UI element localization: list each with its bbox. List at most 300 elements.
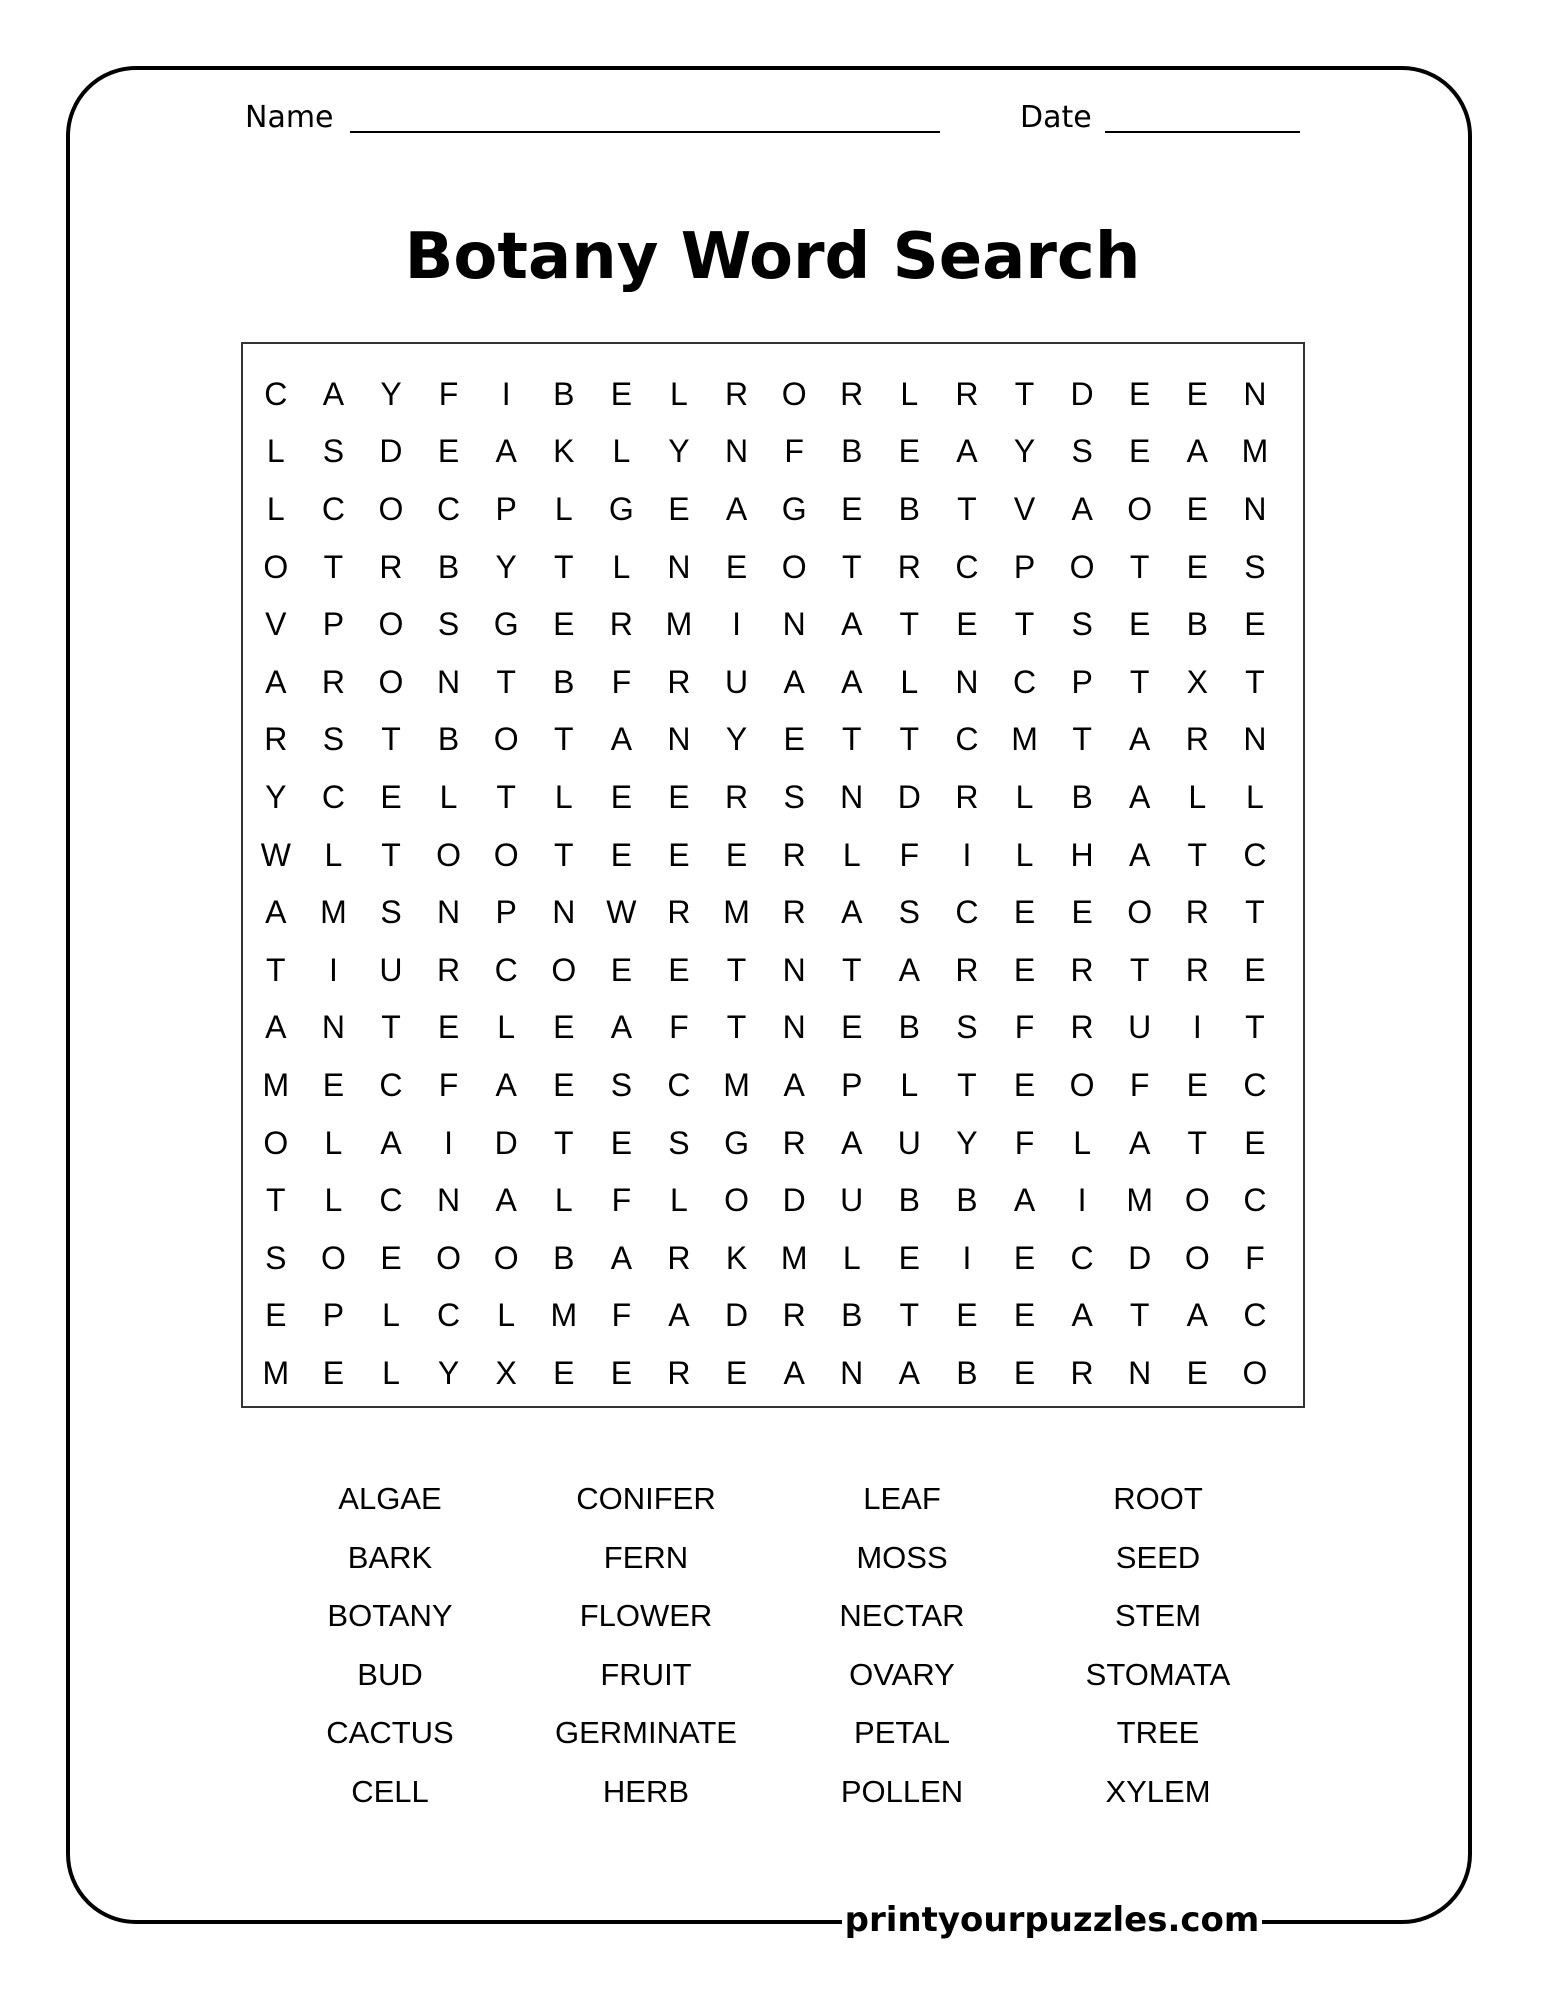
grid-letter[interactable]: R (782, 1297, 806, 1334)
grid-letter[interactable]: E (265, 1297, 287, 1334)
grid-letter[interactable]: T (266, 1182, 286, 1219)
grid-letter[interactable]: P (322, 606, 345, 643)
grid-letter[interactable]: S (1071, 606, 1093, 643)
grid-letter[interactable]: A (898, 951, 920, 988)
grid-letter[interactable]: A (610, 1009, 633, 1046)
grid-letter[interactable]: A (495, 1182, 517, 1219)
grid-letter[interactable]: A (322, 375, 345, 412)
grid-letter[interactable]: I (1077, 1182, 1087, 1219)
grid-letter[interactable]: A (495, 1066, 517, 1103)
grid-letter[interactable]: T (899, 1297, 920, 1334)
grid-letter[interactable]: D (724, 1297, 749, 1334)
grid-letter[interactable]: T (841, 721, 862, 758)
grid-letter[interactable]: N (437, 894, 461, 931)
grid-letter[interactable]: N (667, 548, 691, 585)
grid-letter[interactable]: C (1012, 663, 1037, 700)
grid-letter[interactable]: L (1245, 778, 1264, 815)
grid-letter[interactable]: T (553, 836, 574, 873)
grid-letter[interactable]: D (494, 1124, 518, 1161)
grid-letter[interactable]: E (437, 1009, 460, 1046)
grid-letter[interactable]: A (1129, 836, 1151, 873)
grid-letter[interactable]: T (957, 1066, 977, 1103)
grid-letter[interactable]: P (495, 894, 517, 931)
grid-letter[interactable]: E (610, 951, 633, 988)
grid-letter[interactable]: C (264, 375, 288, 412)
grid-letter[interactable]: T (841, 548, 862, 585)
grid-letter[interactable]: S (437, 606, 460, 643)
grid-letter[interactable]: P (841, 1066, 863, 1103)
grid-letter[interactable]: C (494, 951, 518, 988)
grid-letter[interactable]: C (955, 721, 979, 758)
grid-letter[interactable]: S (956, 1009, 978, 1046)
grid-letter[interactable]: B (898, 1182, 920, 1219)
grid-letter[interactable]: D (897, 778, 921, 815)
grid-letter[interactable]: R (609, 606, 633, 643)
grid-letter[interactable]: T (381, 1009, 401, 1046)
grid-letter[interactable]: R (667, 663, 691, 700)
grid-letter[interactable]: N (724, 433, 749, 470)
grid-letter[interactable]: A (495, 433, 517, 470)
grid-letter[interactable]: A (1071, 1297, 1093, 1334)
grid-letter[interactable]: C (1070, 1239, 1094, 1276)
grid-letter[interactable]: B (553, 1239, 575, 1276)
grid-letter[interactable]: T (1245, 894, 1265, 931)
grid-letter[interactable]: C (437, 1297, 461, 1334)
grid-letter[interactable]: L (324, 836, 343, 873)
grid-letter[interactable]: E (1013, 1239, 1036, 1276)
grid-letter[interactable]: F (669, 1009, 689, 1046)
grid-letter[interactable]: C (321, 490, 345, 527)
grid-letter[interactable]: C (955, 894, 979, 931)
grid-letter[interactable]: R (321, 663, 345, 700)
grid-letter[interactable]: L (497, 1297, 516, 1334)
grid-letter[interactable]: T (1129, 951, 1150, 988)
grid-letter[interactable]: A (265, 1009, 287, 1046)
grid-letter[interactable]: E (610, 1124, 633, 1161)
grid-letter[interactable]: L (439, 778, 458, 815)
grid-letter[interactable]: S (1071, 433, 1093, 470)
grid-letter[interactable]: R (840, 375, 864, 412)
grid-letter[interactable]: F (1129, 1066, 1150, 1103)
grid-letter[interactable]: O (1069, 1066, 1095, 1103)
grid-letter[interactable]: A (956, 433, 978, 470)
grid-letter[interactable]: M (780, 1239, 808, 1276)
grid-letter[interactable]: S (322, 433, 345, 470)
grid-letter[interactable]: L (266, 433, 285, 470)
grid-letter[interactable]: R (437, 951, 461, 988)
grid-letter[interactable]: E (1244, 1124, 1266, 1161)
grid-letter[interactable]: E (725, 1354, 748, 1391)
grid-letter[interactable]: B (553, 663, 575, 700)
grid-letter[interactable]: E (610, 375, 633, 412)
grid-letter[interactable]: R (724, 375, 749, 412)
grid-letter[interactable]: A (841, 1124, 863, 1161)
grid-letter[interactable]: T (1187, 1124, 1208, 1161)
grid-letter[interactable]: E (1013, 1354, 1036, 1391)
grid-letter[interactable]: P (322, 1297, 345, 1334)
grid-letter[interactable]: R (1185, 721, 1209, 758)
grid-letter[interactable]: Y (265, 778, 287, 815)
grid-letter[interactable]: B (437, 548, 460, 585)
grid-letter[interactable]: M (723, 894, 750, 931)
grid-letter[interactable]: E (668, 778, 690, 815)
grid-letter[interactable]: O (724, 1182, 749, 1219)
grid-letter[interactable]: T (1072, 721, 1092, 758)
grid-letter[interactable]: R (955, 375, 979, 412)
grid-letter[interactable]: T (496, 778, 516, 815)
grid-letter[interactable]: R (955, 951, 979, 988)
grid-letter[interactable]: C (437, 490, 461, 527)
grid-letter[interactable]: E (380, 1239, 402, 1276)
grid-letter[interactable]: O (378, 663, 404, 700)
grid-letter[interactable]: L (497, 1009, 516, 1046)
grid-letter[interactable]: F (611, 663, 632, 700)
grid-letter[interactable]: Y (668, 433, 690, 470)
grid-letter[interactable]: R (782, 894, 806, 931)
grid-letter[interactable]: K (725, 1239, 748, 1276)
grid-letter[interactable]: M (320, 894, 347, 931)
grid-letter[interactable]: R (1185, 951, 1209, 988)
grid-letter[interactable]: G (781, 490, 807, 527)
grid-letter[interactable]: L (670, 375, 688, 412)
grid-letter[interactable]: N (552, 894, 576, 931)
grid-letter[interactable]: N (840, 1354, 864, 1391)
grid-letter[interactable]: A (1186, 1297, 1208, 1334)
grid-letter[interactable]: R (379, 548, 403, 585)
grid-letter[interactable]: R (897, 548, 921, 585)
grid-letter[interactable]: C (667, 1066, 691, 1103)
grid-letter[interactable]: A (783, 663, 805, 700)
grid-letter[interactable]: Y (495, 548, 517, 585)
grid-letter[interactable]: L (324, 1124, 343, 1161)
grid-letter[interactable]: A (265, 663, 287, 700)
grid-letter[interactable]: E (322, 1354, 345, 1391)
grid-letter[interactable]: N (437, 663, 461, 700)
grid-letter[interactable]: Y (437, 1354, 460, 1391)
date-field-line[interactable] (1105, 131, 1300, 133)
grid-letter[interactable]: E (1013, 951, 1036, 988)
grid-letter[interactable]: S (610, 1066, 633, 1103)
grid-letter[interactable]: C (1243, 1297, 1267, 1334)
grid-letter[interactable]: C (955, 548, 979, 585)
grid-letter[interactable]: Y (380, 375, 402, 412)
grid-letter[interactable]: E (380, 778, 402, 815)
grid-letter[interactable]: O (1184, 1182, 1210, 1219)
grid-letter[interactable]: L (1188, 778, 1207, 815)
grid-letter[interactable]: E (668, 490, 690, 527)
grid-letter[interactable]: S (265, 1239, 287, 1276)
grid-letter[interactable]: E (1013, 1066, 1036, 1103)
grid-letter[interactable]: R (667, 1354, 691, 1391)
grid-letter[interactable]: O (378, 606, 404, 643)
grid-letter[interactable]: U (840, 1182, 864, 1219)
grid-letter[interactable]: E (668, 951, 690, 988)
grid-letter[interactable]: M (550, 1297, 578, 1334)
grid-letter[interactable]: N (437, 1182, 461, 1219)
grid-letter[interactable]: A (668, 1297, 690, 1334)
grid-letter[interactable]: N (782, 606, 806, 643)
grid-letter[interactable]: C (379, 1066, 403, 1103)
grid-letter[interactable]: M (262, 1066, 290, 1103)
grid-letter[interactable]: L (900, 663, 919, 700)
grid-letter[interactable]: O (436, 836, 462, 873)
grid-letter[interactable]: S (783, 778, 805, 815)
grid-letter[interactable]: U (1128, 1009, 1152, 1046)
grid-letter[interactable]: N (1128, 1354, 1152, 1391)
grid-letter[interactable]: A (1129, 1124, 1151, 1161)
grid-letter[interactable]: E (553, 1009, 575, 1046)
grid-letter[interactable]: A (841, 606, 863, 643)
grid-letter[interactable]: V (265, 606, 287, 643)
grid-letter[interactable]: W (260, 836, 291, 873)
grid-letter[interactable]: E (1186, 1354, 1208, 1391)
grid-letter[interactable]: W (606, 894, 637, 931)
grid-letter[interactable]: E (437, 433, 460, 470)
grid-letter[interactable]: F (1014, 1124, 1035, 1161)
grid-letter[interactable]: T (1014, 606, 1035, 643)
grid-letter[interactable]: O (263, 1124, 289, 1161)
grid-letter[interactable]: I (962, 1239, 972, 1276)
grid-letter[interactable]: A (1129, 721, 1151, 758)
grid-letter[interactable]: L (842, 836, 861, 873)
grid-letter[interactable]: F (899, 836, 920, 873)
grid-letter[interactable]: E (610, 1354, 633, 1391)
grid-letter[interactable]: G (608, 490, 634, 527)
grid-letter[interactable]: L (1073, 1124, 1091, 1161)
grid-letter[interactable]: Y (1013, 433, 1036, 470)
grid-letter[interactable]: T (553, 1124, 574, 1161)
grid-letter[interactable]: E (1129, 606, 1151, 643)
grid-letter[interactable]: D (782, 1182, 806, 1219)
grid-letter[interactable]: A (841, 894, 863, 931)
grid-letter[interactable]: E (1071, 894, 1093, 931)
grid-letter[interactable]: T (1245, 663, 1265, 700)
grid-letter[interactable]: L (382, 1297, 400, 1334)
grid-letter[interactable]: K (553, 433, 575, 470)
grid-letter[interactable]: B (956, 1182, 978, 1219)
grid-letter[interactable]: R (667, 894, 691, 931)
grid-letter[interactable]: E (553, 1354, 575, 1391)
grid-letter[interactable]: B (898, 1009, 920, 1046)
grid-letter[interactable]: I (1192, 1009, 1202, 1046)
grid-letter[interactable]: O (1184, 1239, 1210, 1276)
grid-letter[interactable]: N (1243, 721, 1267, 758)
grid-letter[interactable]: L (554, 778, 573, 815)
grid-letter[interactable]: F (1014, 1009, 1035, 1046)
grid-letter[interactable]: N (1243, 490, 1267, 527)
grid-letter[interactable]: A (783, 1066, 805, 1103)
grid-letter[interactable]: C (379, 1182, 403, 1219)
grid-letter[interactable]: D (1070, 375, 1094, 412)
grid-letter[interactable]: A (725, 490, 748, 527)
grid-letter[interactable]: Y (725, 721, 748, 758)
grid-letter[interactable]: E (725, 548, 748, 585)
grid-letter[interactable]: O (263, 548, 289, 585)
grid-letter[interactable]: A (610, 721, 633, 758)
grid-letter[interactable]: E (841, 1009, 863, 1046)
grid-letter[interactable]: E (1129, 375, 1151, 412)
grid-letter[interactable]: E (322, 1066, 345, 1103)
grid-letter[interactable]: E (956, 1297, 978, 1334)
grid-letter[interactable]: O (1242, 1354, 1268, 1391)
grid-letter[interactable]: U (724, 663, 749, 700)
grid-letter[interactable]: I (444, 1124, 454, 1161)
grid-letter[interactable]: H (1070, 836, 1094, 873)
grid-letter[interactable]: L (554, 490, 573, 527)
grid-letter[interactable]: O (1069, 548, 1095, 585)
grid-letter[interactable]: E (1186, 548, 1208, 585)
grid-letter[interactable]: T (381, 836, 401, 873)
grid-letter[interactable]: E (898, 1239, 920, 1276)
grid-letter[interactable]: R (782, 836, 806, 873)
grid-letter[interactable]: B (841, 1297, 863, 1334)
grid-letter[interactable]: O (781, 375, 807, 412)
grid-letter[interactable]: T (1129, 1297, 1150, 1334)
grid-letter[interactable]: M (665, 606, 693, 643)
grid-letter[interactable]: I (501, 375, 511, 412)
grid-letter[interactable]: A (1071, 490, 1093, 527)
grid-letter[interactable]: E (553, 1066, 575, 1103)
grid-letter[interactable]: F (784, 433, 804, 470)
grid-letter[interactable]: L (554, 1182, 573, 1219)
grid-letter[interactable]: L (900, 375, 919, 412)
grid-letter[interactable]: T (266, 951, 286, 988)
grid-letter[interactable]: O (493, 721, 519, 758)
grid-letter[interactable]: C (1243, 1066, 1267, 1103)
grid-letter[interactable]: E (956, 606, 978, 643)
grid-letter[interactable]: B (437, 721, 460, 758)
grid-letter[interactable]: I (962, 836, 972, 873)
grid-letter[interactable]: A (1013, 1182, 1036, 1219)
grid-letter[interactable]: T (496, 663, 516, 700)
grid-letter[interactable]: T (1129, 548, 1150, 585)
grid-letter[interactable]: S (380, 894, 402, 931)
grid-letter[interactable]: T (1245, 1009, 1265, 1046)
grid-letter[interactable]: E (898, 433, 920, 470)
grid-letter[interactable]: T (841, 951, 862, 988)
grid-letter[interactable]: E (1186, 1066, 1208, 1103)
grid-letter[interactable]: R (667, 1239, 691, 1276)
grid-letter[interactable]: R (955, 778, 979, 815)
grid-letter[interactable]: A (1129, 778, 1151, 815)
grid-letter[interactable]: C (1243, 1182, 1267, 1219)
grid-letter[interactable]: M (1241, 433, 1269, 470)
grid-letter[interactable]: P (1013, 548, 1036, 585)
grid-letter[interactable]: T (957, 490, 977, 527)
grid-letter[interactable]: F (438, 1066, 459, 1103)
grid-letter[interactable]: B (1186, 606, 1208, 643)
grid-letter[interactable]: L (900, 1066, 919, 1103)
grid-letter[interactable]: F (1245, 1239, 1265, 1276)
grid-letter[interactable]: A (610, 1239, 633, 1276)
grid-letter[interactable]: Y (956, 1124, 978, 1161)
grid-letter[interactable]: R (1070, 951, 1094, 988)
grid-letter[interactable]: S (322, 721, 345, 758)
grid-letter[interactable]: E (610, 836, 633, 873)
grid-letter[interactable]: M (262, 1354, 290, 1391)
grid-letter[interactable]: T (899, 606, 920, 643)
grid-letter[interactable]: O (493, 836, 519, 873)
grid-letter[interactable]: E (610, 778, 633, 815)
grid-letter[interactable]: C (321, 778, 345, 815)
grid-letter[interactable]: E (668, 836, 690, 873)
grid-letter[interactable]: D (379, 433, 403, 470)
grid-letter[interactable]: N (782, 1009, 806, 1046)
grid-letter[interactable]: N (955, 663, 979, 700)
grid-letter[interactable]: E (1186, 375, 1208, 412)
grid-letter[interactable]: G (493, 606, 519, 643)
grid-letter[interactable]: E (1186, 490, 1208, 527)
grid-letter[interactable]: E (1129, 433, 1151, 470)
grid-letter[interactable]: E (1244, 951, 1266, 988)
grid-letter[interactable]: A (841, 663, 863, 700)
grid-letter[interactable]: T (553, 721, 574, 758)
grid-letter[interactable]: O (320, 1239, 346, 1276)
grid-letter[interactable]: U (379, 951, 403, 988)
grid-letter[interactable]: O (436, 1239, 462, 1276)
grid-letter[interactable]: L (1015, 778, 1034, 815)
grid-letter[interactable]: U (897, 1124, 921, 1161)
grid-letter[interactable]: E (553, 606, 575, 643)
grid-letter[interactable]: O (378, 490, 404, 527)
grid-letter[interactable]: T (899, 721, 920, 758)
grid-letter[interactable]: T (1187, 836, 1208, 873)
grid-letter[interactable]: A (898, 1354, 920, 1391)
grid-letter[interactable]: G (724, 1124, 749, 1161)
grid-letter[interactable]: R (724, 778, 749, 815)
grid-letter[interactable]: I (732, 606, 741, 643)
grid-letter[interactable]: E (1244, 606, 1266, 643)
grid-letter[interactable]: P (495, 490, 517, 527)
grid-letter[interactable]: F (611, 1297, 632, 1334)
grid-letter[interactable]: T (726, 951, 747, 988)
grid-letter[interactable]: L (382, 1354, 400, 1391)
grid-letter[interactable]: T (553, 548, 574, 585)
grid-letter[interactable]: I (328, 951, 338, 988)
grid-letter[interactable]: A (265, 894, 287, 931)
grid-letter[interactable]: L (842, 1239, 861, 1276)
grid-letter[interactable]: N (1243, 375, 1267, 412)
grid-letter[interactable]: T (1014, 375, 1035, 412)
grid-letter[interactable]: X (495, 1354, 517, 1391)
grid-letter[interactable]: L (612, 548, 631, 585)
grid-letter[interactable]: M (1126, 1182, 1154, 1219)
grid-letter[interactable]: T (1129, 663, 1150, 700)
grid-letter[interactable]: B (553, 375, 575, 412)
grid-letter[interactable]: F (438, 375, 459, 412)
grid-letter[interactable]: O (551, 951, 577, 988)
grid-letter[interactable]: P (1071, 663, 1093, 700)
grid-letter[interactable]: O (493, 1239, 519, 1276)
grid-letter[interactable]: L (266, 490, 285, 527)
grid-letter[interactable]: S (668, 1124, 690, 1161)
grid-letter[interactable]: F (611, 1182, 632, 1219)
grid-letter[interactable]: O (1127, 490, 1153, 527)
grid-letter[interactable]: R (1070, 1009, 1094, 1046)
grid-letter[interactable]: X (1186, 663, 1208, 700)
grid-letter[interactable]: N (782, 951, 806, 988)
grid-letter[interactable]: B (841, 433, 863, 470)
grid-letter[interactable]: A (783, 1354, 805, 1391)
grid-letter[interactable]: E (841, 490, 863, 527)
grid-letter[interactable]: R (264, 721, 288, 758)
grid-letter[interactable]: M (723, 1066, 750, 1103)
grid-letter[interactable]: V (1013, 490, 1036, 527)
grid-letter[interactable]: D (1128, 1239, 1152, 1276)
grid-letter[interactable]: T (726, 1009, 747, 1046)
grid-letter[interactable]: E (1013, 1297, 1036, 1334)
grid-letter[interactable]: N (321, 1009, 345, 1046)
